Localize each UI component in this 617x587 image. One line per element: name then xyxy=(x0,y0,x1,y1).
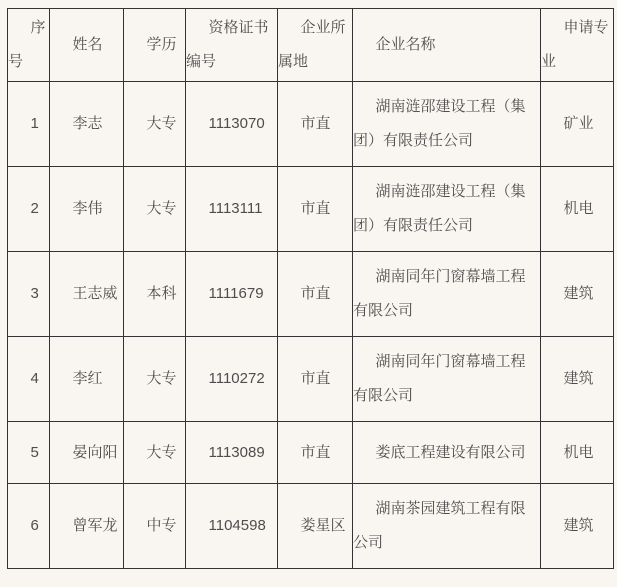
cell-index: 4 xyxy=(8,337,50,422)
header-cell-location: 企业所属地 xyxy=(278,9,353,82)
cell-education: 大专 xyxy=(124,82,186,167)
cell-location: 市直 xyxy=(278,167,353,252)
header-cell-index: 序号 xyxy=(8,9,50,82)
header-row xyxy=(8,9,614,82)
cell-name: 李志 xyxy=(50,82,124,167)
header-cell-name: 姓名 xyxy=(50,9,124,82)
document-page xyxy=(0,8,617,569)
cell-index: 2 xyxy=(8,167,50,252)
cell-education: 本科 xyxy=(124,252,186,337)
cell-name: 王志威 xyxy=(50,252,124,337)
cell-location: 市直 xyxy=(278,252,353,337)
header-cell-company: 企业名称 xyxy=(353,9,541,82)
cell-education: 中专 xyxy=(124,484,186,569)
applicants-table xyxy=(7,8,614,569)
cell-name: 晏向阳 xyxy=(50,422,124,484)
table-body xyxy=(8,82,614,569)
cell-company: 湖南同年门窗幕墙工程有限公司 xyxy=(353,337,541,422)
cell-education: 大专 xyxy=(124,337,186,422)
cell-major: 机电 xyxy=(541,167,614,252)
cell-location: 市直 xyxy=(278,82,353,167)
cell-index: 1 xyxy=(8,82,50,167)
cell-cert-no: 1113089 xyxy=(186,422,278,484)
cell-cert-no: 1113070 xyxy=(186,82,278,167)
table-row xyxy=(8,167,614,252)
cell-company: 湖南同年门窗幕墙工程有限公司 xyxy=(353,252,541,337)
header-cell-cert-no: 资格证书编号 xyxy=(186,9,278,82)
cell-company: 湖南茶园建筑工程有限公司 xyxy=(353,484,541,569)
table-row xyxy=(8,252,614,337)
cell-major: 机电 xyxy=(541,422,614,484)
cell-cert-no: 1110272 xyxy=(186,337,278,422)
cell-major: 建筑 xyxy=(541,252,614,337)
header-cell-education: 学历 xyxy=(124,9,186,82)
cell-index: 5 xyxy=(8,422,50,484)
cell-company: 湖南涟邵建设工程（集团）有限责任公司 xyxy=(353,82,541,167)
table-row xyxy=(8,82,614,167)
cell-name: 李伟 xyxy=(50,167,124,252)
cell-index: 6 xyxy=(8,484,50,569)
cell-company: 娄底工程建设有限公司 xyxy=(353,422,541,484)
table-row xyxy=(8,337,614,422)
cell-education: 大专 xyxy=(124,422,186,484)
table-row xyxy=(8,422,614,484)
table-header xyxy=(8,9,614,82)
cell-major: 建筑 xyxy=(541,484,614,569)
cell-index: 3 xyxy=(8,252,50,337)
cell-location: 娄星区 xyxy=(278,484,353,569)
cell-cert-no: 1104598 xyxy=(186,484,278,569)
cell-major: 建筑 xyxy=(541,337,614,422)
cell-company: 湖南涟邵建设工程（集团）有限责任公司 xyxy=(353,167,541,252)
cell-cert-no: 1111679 xyxy=(186,252,278,337)
cell-major: 矿业 xyxy=(541,82,614,167)
header-cell-major: 申请专业 xyxy=(541,9,614,82)
table-row xyxy=(8,484,614,569)
cell-location: 市直 xyxy=(278,337,353,422)
cell-location: 市直 xyxy=(278,422,353,484)
cell-name: 曾军龙 xyxy=(50,484,124,569)
cell-cert-no: 1113111 xyxy=(186,167,278,252)
cell-education: 大专 xyxy=(124,167,186,252)
cell-name: 李红 xyxy=(50,337,124,422)
